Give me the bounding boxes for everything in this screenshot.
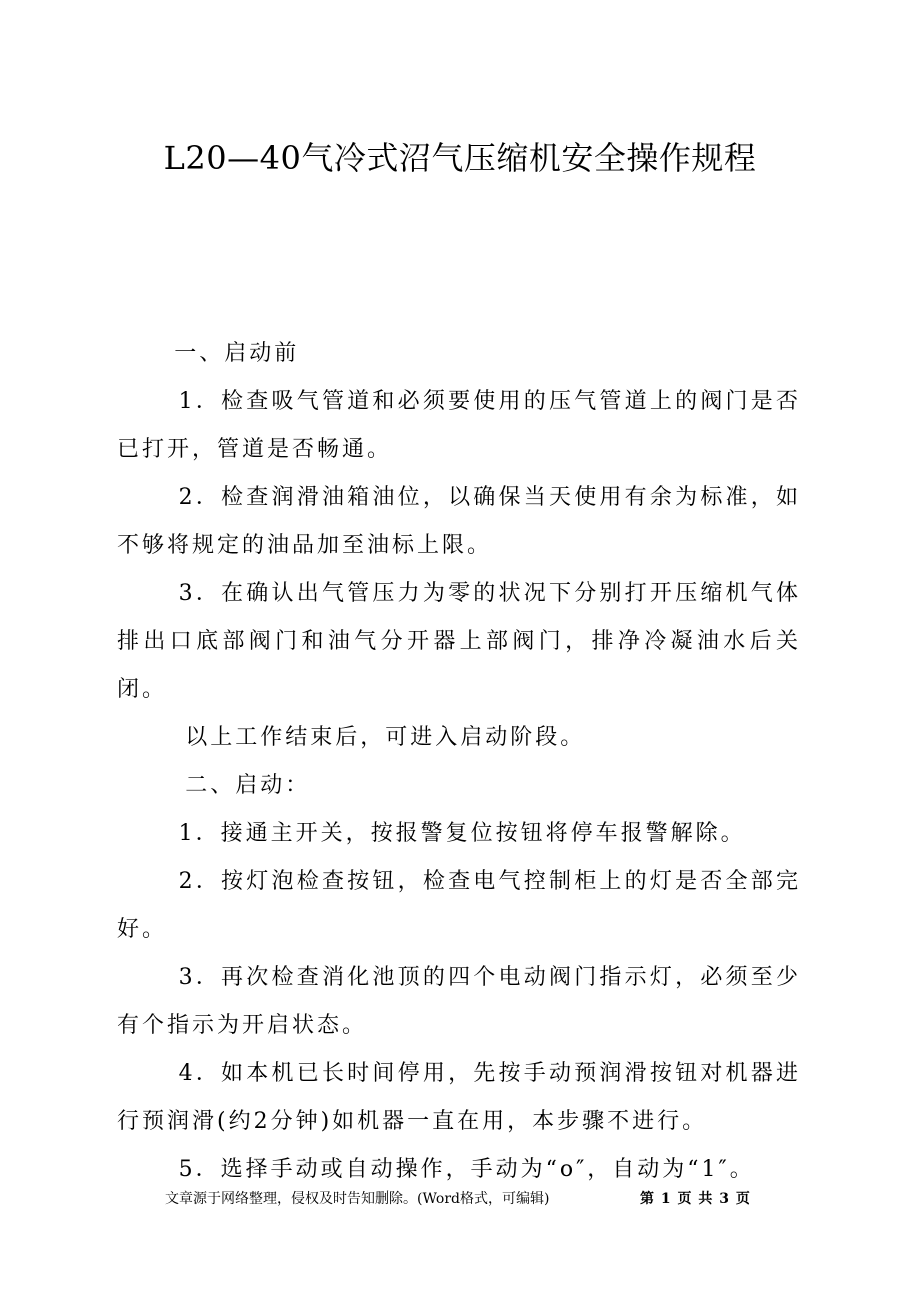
page-number: 第 1 页 共 3 页 <box>640 1191 751 1207</box>
document-body <box>117 330 801 1194</box>
paragraph: 1．接通主开关，按报警复位按钮将停车报警解除。 <box>178 821 746 846</box>
section-heading-before-start: 一、启动前 <box>174 341 300 366</box>
paragraph: 5．选择手动或自动操作，手动为“o″，自动为“1″。 <box>178 1157 755 1182</box>
section-heading-start: 二、启动： <box>185 773 311 798</box>
paragraph: 3．再次检查消化池顶的四个电动阀门指示灯，必须至少有个指示为开启状态。 <box>117 965 801 1038</box>
footer-source-note: 文章源于网络整理，侵权及时告知删除。(Word格式，可编辑) <box>165 1191 550 1207</box>
paragraph: 2．按灯泡检查按钮，检查电气控制柜上的灯是否全部完好。 <box>117 869 801 942</box>
page-footer <box>0 1187 920 1211</box>
paragraph: 1．检查吸气管道和必须要使用的压气管道上的阀门是否已打开，管道是否畅通。 <box>117 389 801 462</box>
paragraph: 3．在确认出气管压力为零的状况下分别打开压缩机气体排出口底部阀门和油气分开器上部阀门，排净冷凝油水后关闭。 <box>117 581 801 702</box>
paragraph-note: 以上工作结束后，可进入启动阶段。 <box>185 725 586 750</box>
paragraph: 4．如本机已长时间停用，先按手动预润滑按钮对机器进行预润滑(约2分钟)如机器一直在用，本步骤不进行。 <box>117 1061 801 1134</box>
paragraph: 2．检查润滑油箱油位，以确保当天使用有余为标准，如不够将规定的油品加至油标上限。 <box>117 485 801 558</box>
document-title: L20—40气冷式沼气压缩机安全操作规程 <box>163 139 757 177</box>
